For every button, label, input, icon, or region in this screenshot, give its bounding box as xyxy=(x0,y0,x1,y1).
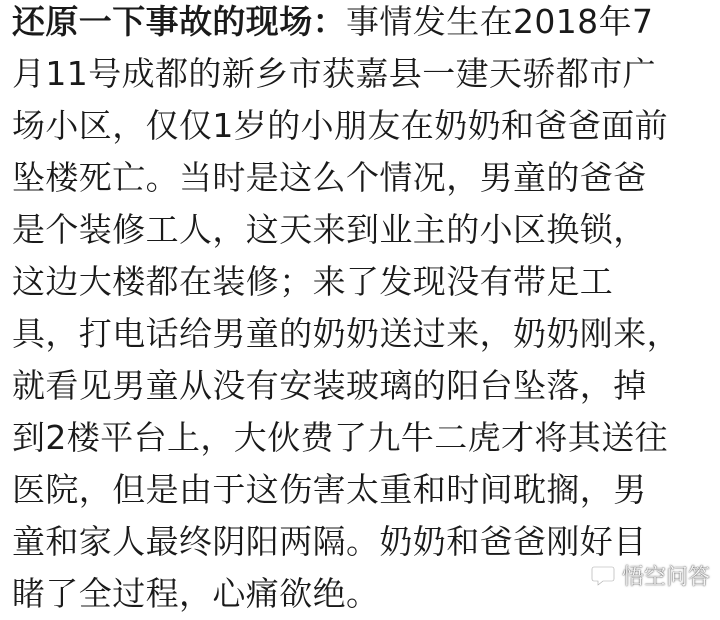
text-line-2: 月11号成都的新乡市获嘉县一建天骄都市广 xyxy=(12,54,656,93)
text-line-8: 就看见男童从没有安装玻璃的阳台坠落，掉 xyxy=(12,366,647,405)
text-line-3: 场小区，仅仅1岁的小朋友在奶奶和爸爸面前 xyxy=(12,106,668,145)
text-line-7: 具，打电话给男童的奶奶送过来，奶奶刚来， xyxy=(12,314,680,353)
text-line-10: 医院，但是由于这伤害太重和时间耽搁，男 xyxy=(12,470,647,509)
text-line-6: 这边大楼都在装修；来了发现没有带足工 xyxy=(12,262,614,301)
watermark-label: 悟空问答 xyxy=(621,564,710,590)
article-title: 还原一下事故的现场： xyxy=(12,2,346,41)
text-line-9: 到2楼平台上，大伙费了九牛二虎才将其送往 xyxy=(12,418,668,457)
text-line-4: 坠楼死亡。当时是这么个情况，男童的爸爸 xyxy=(12,158,647,197)
text-line-1-body: 事情发生在2018年7 xyxy=(346,2,654,41)
watermark xyxy=(590,561,710,589)
text-line-1 xyxy=(12,0,708,48)
text-line-12: 睹了全过程，心痛欲绝。 xyxy=(12,574,380,613)
text-line-5: 是个装修工人，这天来到业主的小区换锁， xyxy=(12,210,647,249)
chat-bubble-icon xyxy=(590,562,616,588)
text-line-11: 童和家人最终阴阳两隔。奶奶和爸爸刚好目 xyxy=(12,522,647,561)
